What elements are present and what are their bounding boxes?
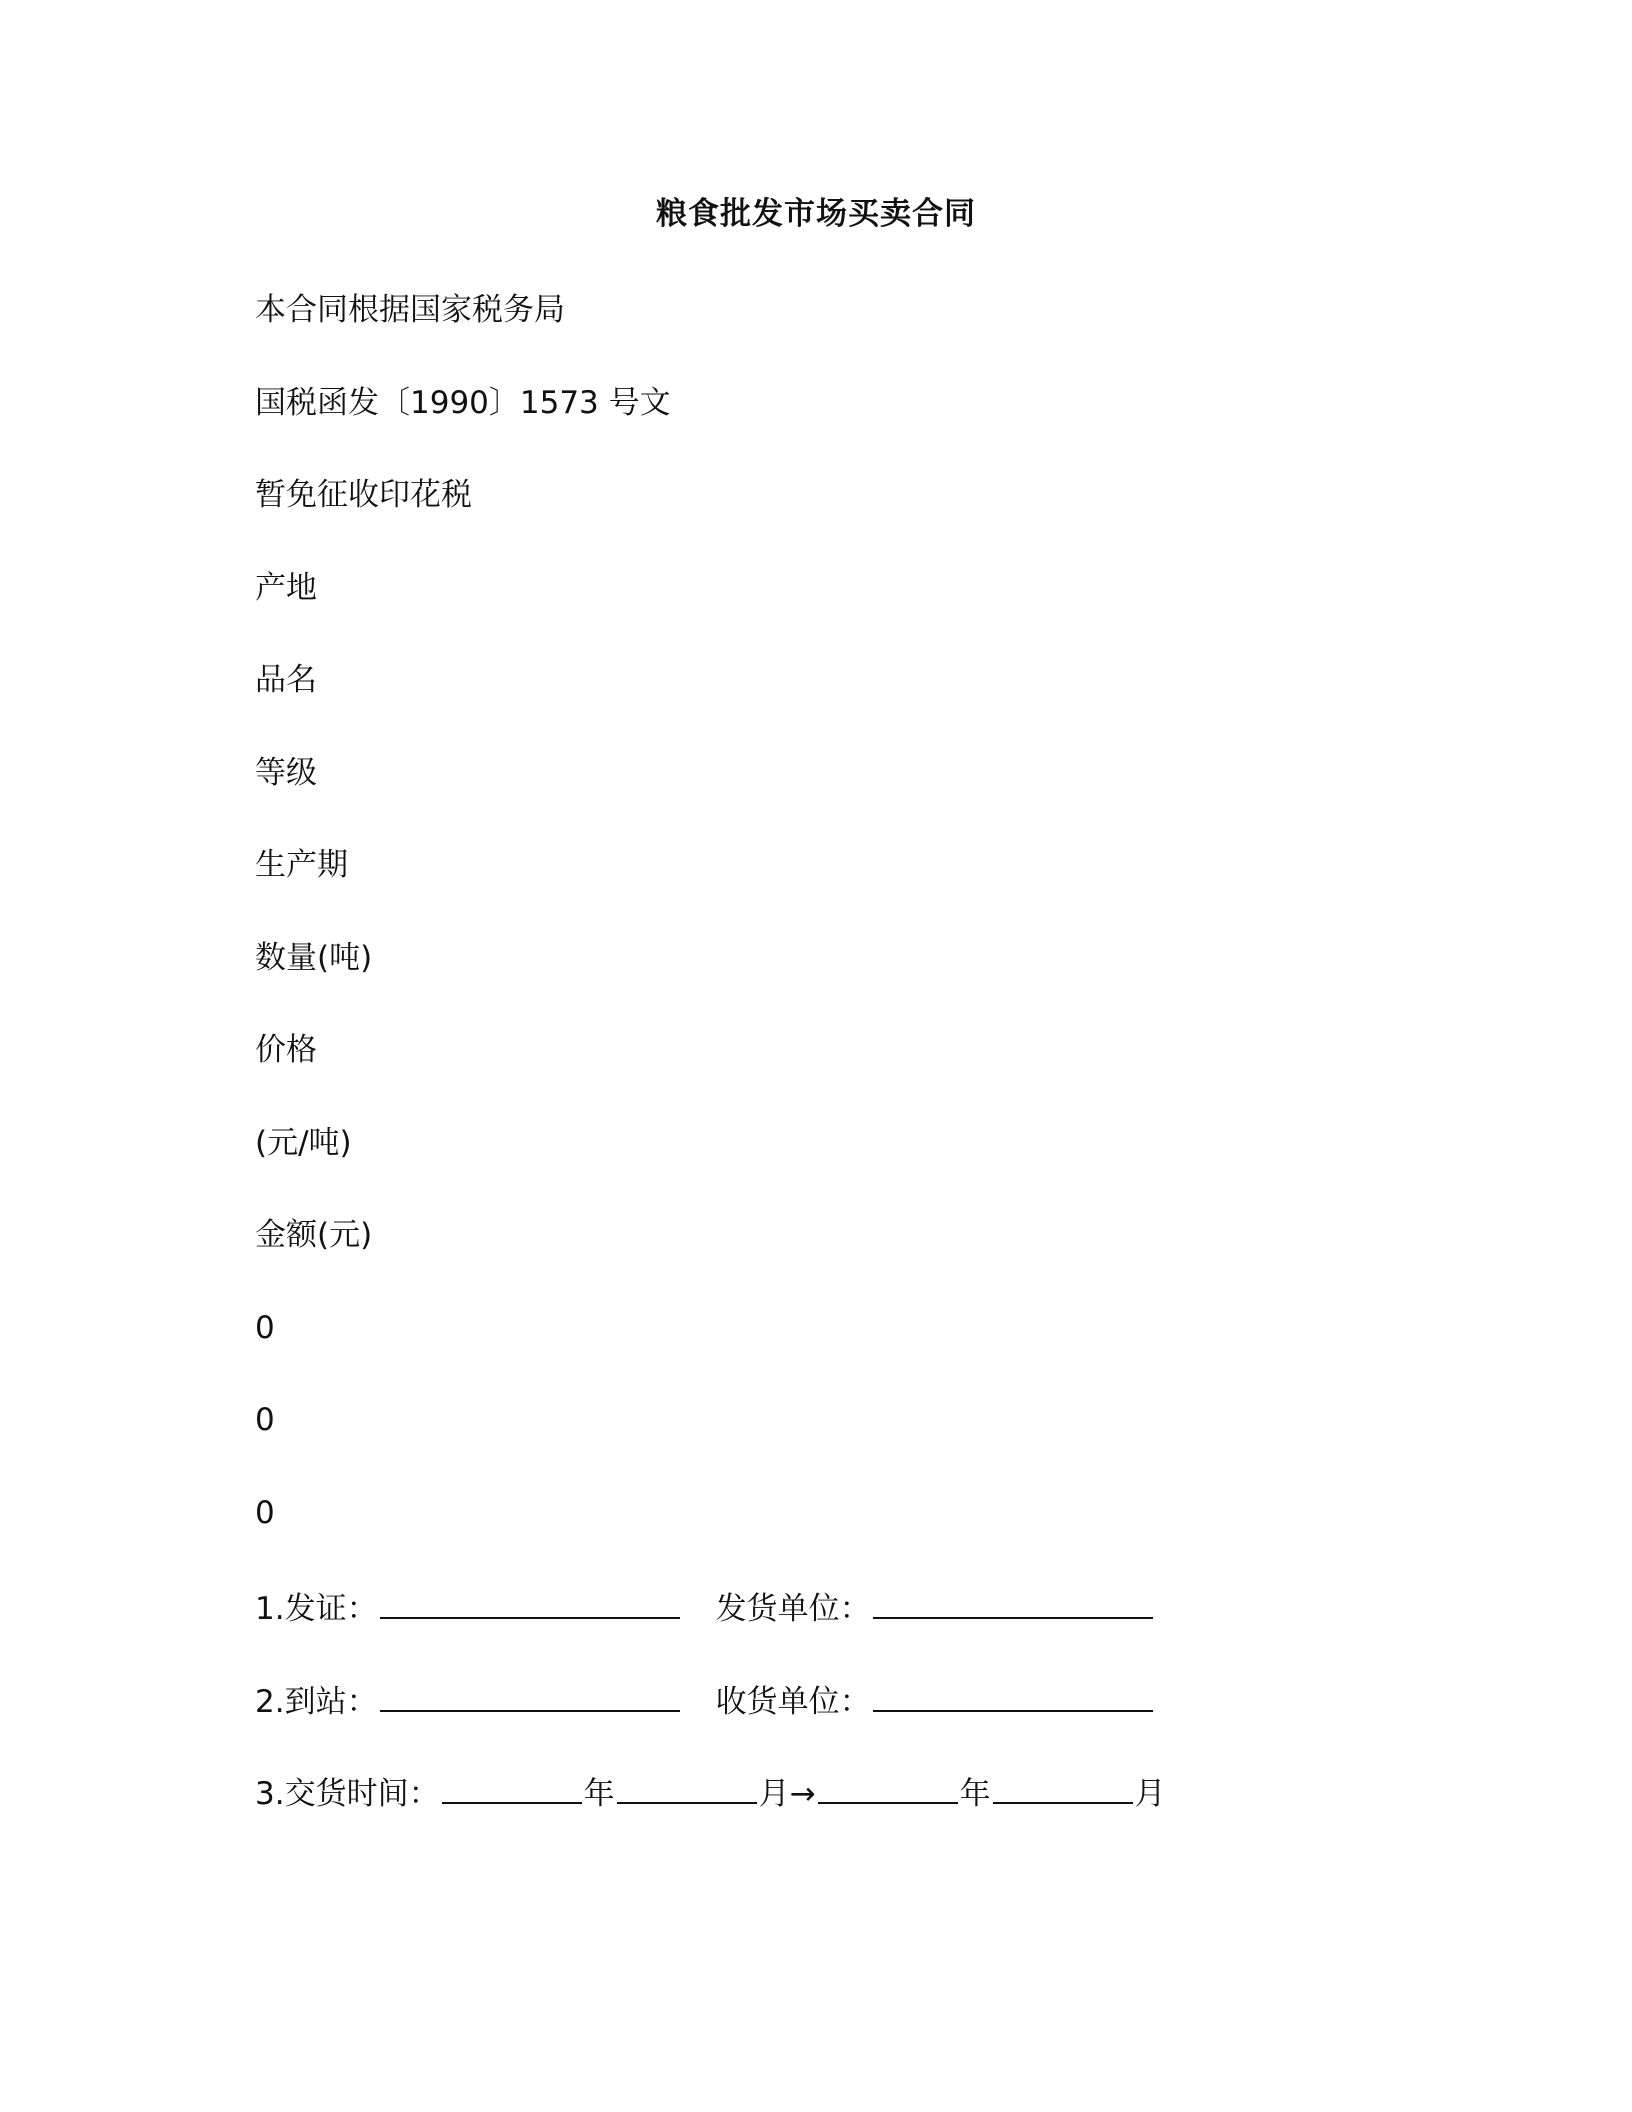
field-label-product: 品名: [255, 662, 317, 698]
month-arrow-label: 月→: [758, 1776, 816, 1812]
field-label-production-period: 生产期: [255, 847, 348, 883]
text-line: 本合同根据国家税务局: [255, 292, 565, 328]
arrival-station-blank[interactable]: [380, 1676, 680, 1712]
value-line: 0: [255, 1309, 275, 1346]
field-label-amount: 金额(元): [255, 1217, 373, 1253]
delivery-time-label: 3.交货时间：: [255, 1776, 440, 1812]
month-label: 月: [1134, 1776, 1166, 1812]
start-year-blank[interactable]: [442, 1768, 582, 1804]
field-label-origin: 产地: [255, 569, 317, 606]
delivery-time-row: [255, 1768, 1375, 1861]
field-label-quantity: 数量(吨): [255, 939, 373, 976]
field-label-price: 价格: [255, 1032, 317, 1068]
text-line: 国税函发〔1990〕1573 号文: [255, 384, 671, 421]
document-title: 粮食批发市场买卖合同: [656, 196, 976, 232]
start-month-blank[interactable]: [617, 1768, 757, 1804]
receiving-row: [255, 1676, 1375, 1769]
document-body: [255, 288, 1375, 1861]
shipper-blank[interactable]: [873, 1583, 1153, 1619]
issue-station-label: 1.发证：: [255, 1591, 378, 1627]
year-label: 年: [583, 1776, 615, 1812]
shipper-label: 发货单位：: [715, 1591, 871, 1627]
value-line: 0: [255, 1494, 275, 1531]
end-year-blank[interactable]: [818, 1768, 958, 1804]
field-label-grade: 等级: [255, 754, 317, 791]
consignee-label: 收货单位：: [715, 1683, 871, 1720]
value-line: 0: [255, 1402, 275, 1438]
end-month-blank[interactable]: [993, 1768, 1133, 1804]
field-label-price-unit: (元/吨): [255, 1124, 352, 1161]
text-line: 暂免征收印花税: [255, 477, 472, 513]
issue-station-blank[interactable]: [380, 1583, 680, 1619]
year-label: 年: [959, 1776, 991, 1812]
consignee-blank[interactable]: [873, 1676, 1153, 1712]
shipping-row: [255, 1583, 1375, 1676]
arrival-station-label: 2.到站：: [255, 1683, 378, 1720]
